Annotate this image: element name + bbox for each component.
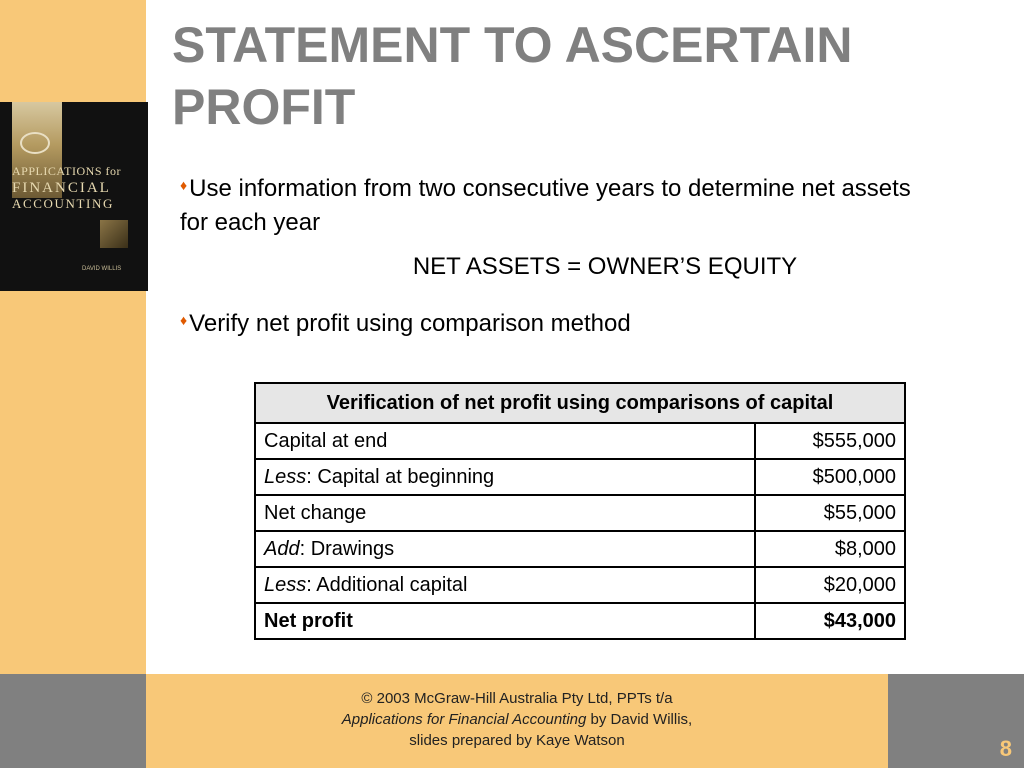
row-prefix: Less <box>264 465 307 488</box>
cover-square-graphic <box>100 220 128 248</box>
table-header: Verification of net profit using comparisons of capital <box>255 383 905 423</box>
footer-book-title: Applications for Financial Accounting <box>341 711 587 728</box>
footer-prepared-by: slides prepared by Kaye Watson <box>409 732 625 749</box>
row-label-text: Net profit <box>264 609 353 632</box>
footer-credits <box>146 688 888 751</box>
table-row <box>255 495 905 531</box>
bullet-text: Verify net profit using comparison method <box>189 310 631 337</box>
row-label-text: : Additional capital <box>306 573 468 596</box>
cover-author: DAVID WILLIS <box>82 266 122 272</box>
row-value: $500,000 <box>755 459 905 495</box>
table-row <box>255 423 905 459</box>
row-label <box>255 459 755 495</box>
book-cover-image <box>0 102 148 291</box>
row-label <box>255 495 755 531</box>
row-label <box>255 567 755 603</box>
row-label-text: Net change <box>264 501 367 524</box>
table-row <box>255 459 905 495</box>
diamond-bullet-icon: ♦ <box>180 312 188 328</box>
bullet-item <box>180 303 940 341</box>
table-row <box>255 567 905 603</box>
table-row-total <box>255 603 905 639</box>
bullet-item <box>180 168 940 240</box>
page-number: 8 <box>999 736 1012 761</box>
row-prefix: Less <box>264 573 307 596</box>
row-value: $55,000 <box>755 495 905 531</box>
equation-text: NET ASSETS = OWNER’S EQUITY <box>412 253 798 280</box>
slide-title: STATEMENT TO ASCERTAIN PROFIT <box>172 17 853 135</box>
row-value: $555,000 <box>755 423 905 459</box>
row-label <box>255 423 755 459</box>
glasses-graphic <box>20 132 50 154</box>
row-value: $8,000 <box>755 531 905 567</box>
row-label-text: : Capital at beginning <box>306 465 495 488</box>
footer-left-block <box>0 674 146 768</box>
row-label <box>255 603 755 639</box>
row-value: $20,000 <box>755 567 905 603</box>
footer-book-line <box>146 709 888 730</box>
footer-copyright: © 2003 McGraw-Hill Australia Pty Ltd, PPTs t/a <box>361 690 673 707</box>
cover-title-line2: FINANCIAL <box>12 180 111 196</box>
cover-title-line1: APPLICATIONS for <box>12 164 122 178</box>
row-value: $43,000 <box>755 603 905 639</box>
bullet-text: Use information from two consecutive years to determine net assets for each year <box>180 175 911 236</box>
diamond-bullet-icon: ♦ <box>180 177 188 193</box>
row-label-text: : Drawings <box>299 537 395 560</box>
verification-table <box>254 382 906 640</box>
cover-title-line3: ACCOUNTING <box>12 196 114 211</box>
row-prefix: Add <box>264 537 300 560</box>
row-label-text: Capital at end <box>264 429 388 452</box>
table-row <box>255 531 905 567</box>
footer-author: by David Willis, <box>586 711 693 728</box>
row-label <box>255 531 755 567</box>
